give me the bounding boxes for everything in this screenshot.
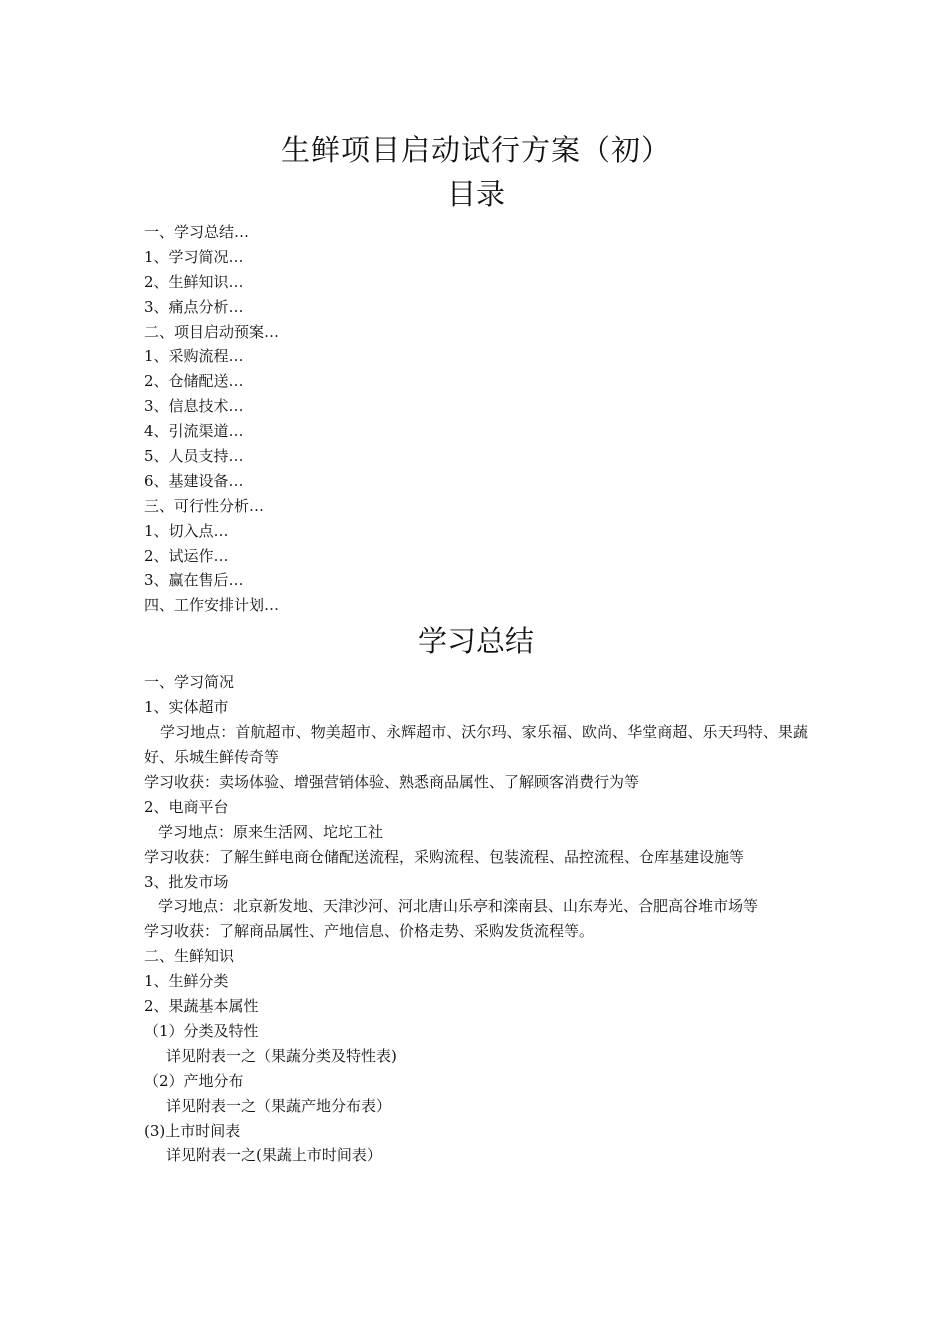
toc-item-label: 1、切入点 xyxy=(144,521,214,540)
toc-item[interactable] xyxy=(144,593,808,618)
toc-item[interactable] xyxy=(144,369,808,394)
toc-item-label: 3、赢在售后 xyxy=(144,571,229,590)
toc-item[interactable] xyxy=(144,494,808,519)
toc-item-leader-dots: … xyxy=(213,546,229,565)
toc-item[interactable] xyxy=(144,469,808,494)
body-paragraph: （2）产地分布 xyxy=(144,1071,244,1090)
toc-item-label: 5、人员支持 xyxy=(144,447,229,466)
toc-item[interactable] xyxy=(144,419,808,444)
body-paragraph: 1、实体超市 xyxy=(144,698,229,717)
body-paragraph: (3)上市时间表 xyxy=(144,1121,241,1140)
toc-item-label: 2、试运作 xyxy=(144,546,214,565)
toc-item-leader-dots: … xyxy=(228,397,244,416)
body-paragraph: 2、电商平台 xyxy=(144,797,229,816)
toc-item-leader-dots: … xyxy=(228,297,244,316)
toc-item-leader-dots: … xyxy=(249,496,265,515)
toc-item[interactable] xyxy=(144,245,808,270)
toc-item-leader-dots: … xyxy=(213,521,229,540)
toc-item-leader-dots: … xyxy=(228,422,244,441)
toc-item-leader-dots: … xyxy=(228,272,244,291)
toc-item[interactable] xyxy=(144,444,808,469)
toc-item-leader-dots: … xyxy=(228,347,244,366)
toc-item-label: 3、痛点分析 xyxy=(144,297,229,316)
body-paragraph: 详见附表一之(果蔬上市时间表） xyxy=(166,1146,382,1165)
toc-item-label: 一、学习总结 xyxy=(144,223,235,241)
toc-item[interactable] xyxy=(144,568,808,593)
document-content xyxy=(144,128,808,1168)
toc-item-leader-dots: … xyxy=(228,372,244,391)
toc-item-label: 2、仓储配送 xyxy=(144,372,229,391)
toc-item-leader-dots: … xyxy=(264,322,280,341)
body-paragraph: 学习收获：了解生鲜电商仓储配送流程，采购流程、包装流程、品控流程、仓库基建设施等 xyxy=(144,847,745,866)
toc-item-label: 1、采购流程 xyxy=(144,347,229,366)
document-title: 生鲜项目启动试行方案（初） xyxy=(280,133,671,167)
body-paragraph: 详见附表一之（果蔬分类及特性表) xyxy=(166,1046,397,1065)
body-paragraph: 详见附表一之（果蔬产地分布表） xyxy=(166,1096,392,1115)
body-paragraph: 学习收获：了解商品属性、产地信息、价格走势、采购发货流程等。 xyxy=(144,922,595,941)
body-paragraph: 学习收获：卖场体验、增强营销体验、熟悉商品属性、了解顾客消费行为等 xyxy=(144,772,640,791)
toc-item-leader-dots: … xyxy=(228,447,244,466)
body-paragraph: 学习地点：首航超市、物美超市、永辉超市、沃尔玛、家乐福、欧尚、华堂商超、乐天玛特、果蔬好、乐城生鲜传奇等 xyxy=(144,723,808,766)
toc-item[interactable] xyxy=(144,295,808,320)
table-of-contents xyxy=(144,220,808,618)
toc-item[interactable] xyxy=(144,320,808,345)
body-paragraph: 学习地点：原来生活网、坨坨工社 xyxy=(158,822,384,841)
toc-item-label: 二、项目启动预案 xyxy=(144,322,265,341)
toc-item-leader-dots: … xyxy=(234,223,250,241)
toc-item-label: 3、信息技术 xyxy=(144,397,229,416)
toc-item[interactable] xyxy=(144,344,808,369)
toc-item[interactable] xyxy=(144,519,808,544)
toc-item-label: 1、学习简况 xyxy=(144,247,229,266)
toc-item-label: 三、可行性分析 xyxy=(144,496,250,515)
toc-item[interactable] xyxy=(144,394,808,419)
toc-item-leader-dots: … xyxy=(228,471,244,490)
toc-item-leader-dots: … xyxy=(228,571,244,590)
toc-heading: 目录 xyxy=(446,177,505,211)
toc-item-label: 4、引流渠道 xyxy=(144,422,229,441)
body-paragraph: 二、生鲜知识 xyxy=(144,947,235,966)
body-paragraph: 3、批发市场 xyxy=(144,872,229,891)
body-paragraph: 2、果蔬基本属性 xyxy=(144,997,259,1016)
document-body xyxy=(144,670,808,1168)
toc-item-label: 四、工作安排计划 xyxy=(144,596,265,615)
toc-item[interactable] xyxy=(144,220,808,245)
body-paragraph: （1）分类及特性 xyxy=(144,1021,259,1040)
body-paragraph: 1、生鲜分类 xyxy=(144,972,229,991)
toc-item-leader-dots: … xyxy=(264,596,280,615)
toc-item-label: 6、基建设备 xyxy=(144,471,229,490)
toc-item-label: 2、生鲜知识 xyxy=(144,272,229,291)
body-paragraph: 一、学习简况 xyxy=(144,673,235,692)
body-paragraph: 学习地点：北京新发地、天津沙河、河北唐山乐亭和滦南县、山东寿光、合肥高谷堆市场等 xyxy=(158,897,759,916)
section-heading: 学习总结 xyxy=(417,624,534,659)
toc-item[interactable] xyxy=(144,544,808,569)
toc-item[interactable] xyxy=(144,270,808,295)
toc-item-leader-dots: … xyxy=(228,247,244,266)
